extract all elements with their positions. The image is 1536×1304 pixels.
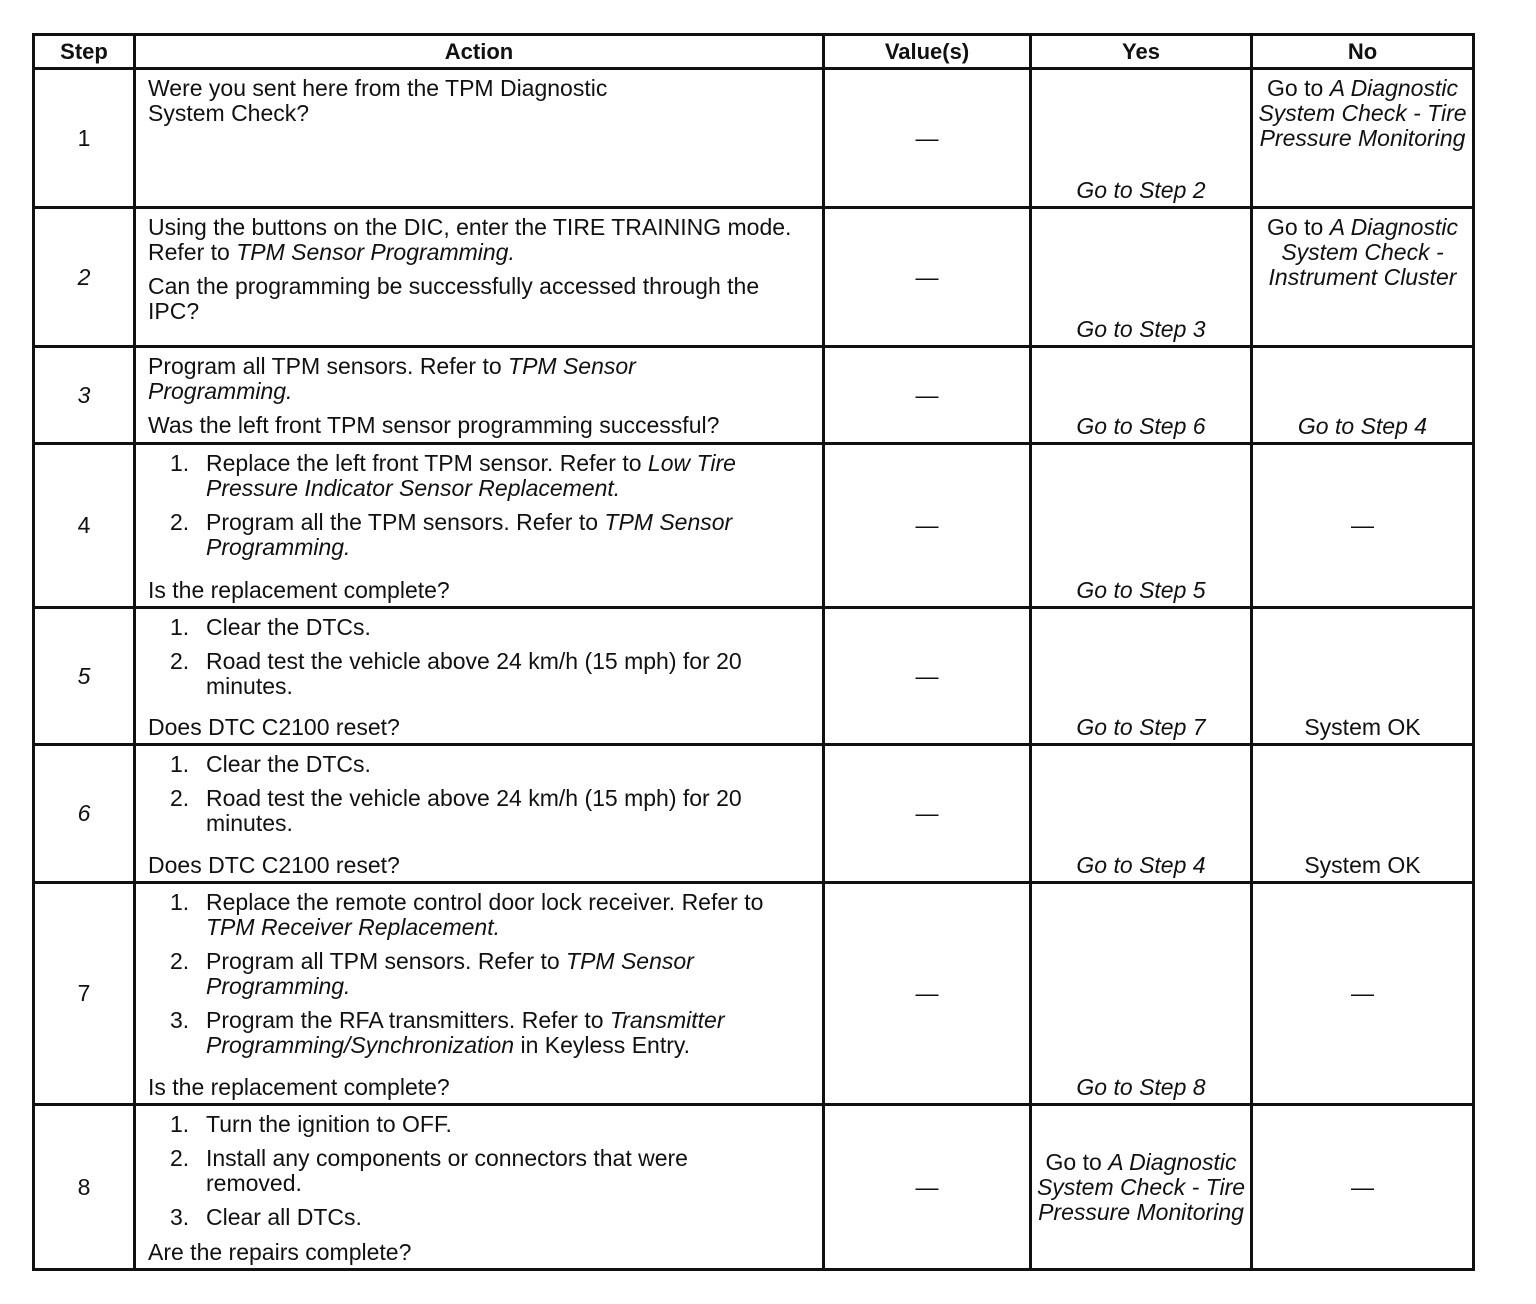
yes-prefix: Go to (1045, 1148, 1109, 1175)
list-item (148, 1146, 746, 1196)
no-cell: — (1252, 444, 1474, 608)
yes-link[interactable]: Go to Step 2 (1031, 69, 1252, 208)
item-suffix: in Keyless Entry. (514, 1032, 691, 1058)
item-number: 2. (170, 948, 190, 974)
step-number: 5 (34, 608, 135, 745)
item-text: Install any components or connectors that were removed. (206, 1145, 688, 1196)
action-question: Was the left front TPM sensor programming successful? (148, 412, 720, 438)
header-action: Action (135, 35, 824, 69)
header-no: No (1252, 35, 1474, 69)
no-link[interactable]: Go to Step 4 (1252, 347, 1474, 444)
action-question: Does DTC C2100 reset? (148, 852, 400, 878)
item-number: 1. (170, 450, 190, 476)
no-cell (1252, 208, 1474, 347)
no-cell: — (1252, 883, 1474, 1105)
step-number: 4 (34, 444, 135, 608)
diagnostic-table (32, 33, 1475, 1271)
item-text: Road test the vehicle above 24 km/h (15 mph) for 20 minutes. (206, 648, 742, 699)
list-item (148, 1112, 810, 1137)
item-text: Clear the DTCs. (206, 614, 371, 640)
step-number: 8 (34, 1105, 135, 1270)
value-cell: — (824, 347, 1031, 444)
table-row (34, 1105, 1474, 1270)
action-question: Is the replacement complete? (148, 1074, 450, 1100)
list-item (148, 1205, 810, 1230)
value-cell: — (824, 69, 1031, 208)
table-row (34, 208, 1474, 347)
table-row (34, 745, 1474, 883)
item-link[interactable]: TPM Receiver Replacement. (206, 914, 500, 940)
action-steps (148, 890, 810, 1058)
action-instruction (148, 215, 810, 265)
list-item (148, 615, 810, 640)
list-item (148, 451, 810, 501)
item-text: Program all the TPM sensors. Refer to (206, 509, 605, 535)
item-link[interactable]: TPM Sensor Programming. (206, 509, 733, 560)
list-item (148, 1008, 810, 1058)
item-number: 1. (170, 889, 190, 915)
item-number: 2. (170, 509, 190, 535)
action-cell (135, 347, 824, 444)
action-cell (135, 883, 824, 1105)
list-item (148, 949, 810, 999)
action-steps (148, 615, 810, 699)
header-yes: Yes (1031, 35, 1252, 69)
step-number: 3 (34, 347, 135, 444)
action-question: Were you sent here from the TPM Diagnostic System Check? (148, 75, 608, 126)
item-link[interactable]: Low Tire Pressure Indicator Sensor Replacement. (206, 450, 736, 501)
value-cell: — (824, 883, 1031, 1105)
yes-link[interactable]: Go to Step 4 (1031, 745, 1252, 883)
header-values: Value(s) (824, 35, 1031, 69)
item-text: Turn the ignition to OFF. (206, 1111, 452, 1137)
yes-link[interactable]: Go to Step 5 (1031, 444, 1252, 608)
item-link[interactable]: Transmitter Programming/Synchronization (206, 1007, 725, 1058)
list-item (148, 752, 810, 777)
action-text: Program all TPM sensors. Refer to (148, 353, 509, 379)
action-cell (135, 1105, 824, 1270)
value-cell: — (824, 1105, 1031, 1270)
yes-link[interactable]: Go to Step 3 (1031, 208, 1252, 347)
no-cell: System OK (1252, 745, 1474, 883)
item-number: 2. (170, 785, 190, 811)
action-steps (148, 752, 810, 836)
no-cell (1252, 69, 1474, 208)
header-step: Step (34, 35, 135, 69)
action-text: Using the buttons on the DIC, enter the TIRE TRAINING mode. Refer to (148, 214, 792, 265)
item-link[interactable]: TPM Sensor Programming. (206, 948, 694, 999)
yes-link[interactable]: A Diagnostic System Check - Tire Pressure Monitoring (1036, 1148, 1246, 1225)
action-cell (135, 208, 824, 347)
item-text: Program the RFA transmitters. Refer to (206, 1007, 610, 1033)
yes-cell (1031, 1105, 1252, 1270)
item-number: 2. (170, 1145, 190, 1171)
yes-link[interactable]: Go to Step 7 (1031, 608, 1252, 745)
action-instruction (148, 354, 728, 404)
action-question: Are the repairs complete? (148, 1239, 412, 1265)
step-number: 7 (34, 883, 135, 1105)
no-prefix: Go to (1267, 75, 1330, 101)
action-steps (148, 1112, 810, 1230)
list-item (148, 786, 746, 836)
value-cell: — (824, 745, 1031, 883)
step-number: 1 (34, 69, 135, 208)
item-text: Replace the left front TPM sensor. Refer to (206, 450, 648, 476)
table-row (34, 883, 1474, 1105)
action-question: Is the replacement complete? (148, 577, 450, 603)
item-number: 1. (170, 614, 190, 640)
action-link[interactable]: TPM Sensor Programming. (236, 239, 515, 265)
item-number: 3. (170, 1204, 190, 1230)
item-number: 1. (170, 1111, 190, 1137)
value-cell: — (824, 608, 1031, 745)
item-text: Replace the remote control door lock receiver. Refer to (206, 889, 764, 915)
action-question: Can the programming be successfully accessed through the IPC? (148, 273, 760, 324)
action-steps (148, 451, 810, 560)
yes-link[interactable]: Go to Step 8 (1031, 883, 1252, 1105)
action-question: Does DTC C2100 reset? (148, 714, 400, 740)
action-link[interactable]: TPM Sensor Programming. (148, 353, 636, 404)
table-row (34, 444, 1474, 608)
no-prefix: Go to (1267, 214, 1330, 240)
action-cell (135, 745, 824, 883)
item-text: Program all TPM sensors. Refer to (206, 948, 567, 974)
action-cell (135, 608, 824, 745)
list-item (148, 510, 810, 560)
no-link[interactable]: A Diagnostic System Check - Instrument Cluster (1268, 214, 1458, 290)
list-item (148, 649, 746, 699)
action-cell (135, 444, 824, 608)
item-text: Road test the vehicle above 24 km/h (15 mph) for 20 minutes. (206, 785, 742, 836)
table-row (34, 608, 1474, 745)
step-number: 2 (34, 208, 135, 347)
table-row (34, 347, 1474, 444)
header-row (34, 35, 1474, 69)
item-number: 3. (170, 1007, 190, 1033)
table-row (34, 69, 1474, 208)
action-cell (135, 69, 824, 208)
item-number: 2. (170, 648, 190, 674)
no-link[interactable]: A Diagnostic System Check - Tire Pressure Monitoring (1258, 75, 1467, 151)
item-number: 1. (170, 751, 190, 777)
yes-link[interactable]: Go to Step 6 (1031, 347, 1252, 444)
list-item (148, 890, 810, 940)
value-cell: — (824, 208, 1031, 347)
step-number: 6 (34, 745, 135, 883)
no-cell: — (1252, 1105, 1474, 1270)
item-text: Clear the DTCs. (206, 751, 371, 777)
item-text: Clear all DTCs. (206, 1204, 362, 1230)
value-cell: — (824, 444, 1031, 608)
diagnostic-table-sheet (32, 33, 1475, 1271)
no-cell: System OK (1252, 608, 1474, 745)
